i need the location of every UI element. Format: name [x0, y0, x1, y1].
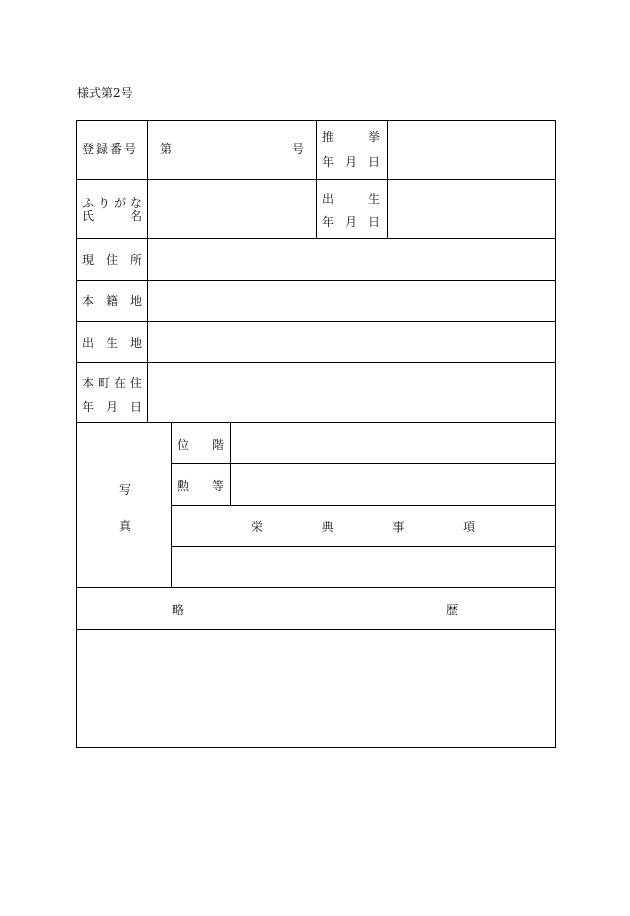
char: が	[113, 196, 126, 210]
form-number-label: 様式第2号	[77, 86, 133, 100]
town-residence-label-line2	[82, 398, 142, 415]
recommend-date-label-line2	[322, 153, 380, 170]
honors-header	[251, 518, 475, 535]
char: 町	[97, 376, 110, 390]
number-prefix: 第	[160, 142, 173, 156]
career-header	[172, 601, 458, 618]
recommend-date-label-line1	[322, 128, 380, 145]
char: 出	[322, 192, 335, 206]
rank-label	[177, 436, 224, 453]
char: 籍	[105, 294, 118, 308]
current-address-label	[82, 251, 142, 268]
char: り	[97, 196, 110, 210]
char: 項	[462, 520, 475, 534]
char: 日	[129, 400, 142, 414]
registration-number-label: 登録番号	[82, 142, 139, 156]
char: 氏	[82, 209, 95, 223]
char: 本	[82, 294, 95, 308]
honors-field[interactable]	[172, 547, 555, 587]
town-residence-label-line1	[82, 374, 142, 391]
char: 地	[129, 336, 142, 350]
char: 月	[344, 155, 357, 169]
number-suffix: 号	[292, 142, 305, 156]
char: 名	[129, 209, 142, 223]
char: 栄	[251, 520, 264, 534]
char: 生	[105, 336, 118, 350]
birthplace-field[interactable]	[148, 322, 555, 362]
photo-label-line1: 写	[119, 483, 132, 497]
birth-date-label-line2	[322, 213, 380, 230]
photo-area[interactable]	[77, 423, 171, 587]
domicile-label	[82, 292, 142, 309]
char: 現	[82, 253, 95, 267]
decoration-label	[177, 477, 224, 494]
char: 挙	[367, 130, 380, 144]
char: 月	[344, 215, 357, 229]
char: 年	[322, 215, 335, 229]
rank-field[interactable]	[231, 423, 555, 463]
char: 住	[129, 376, 142, 390]
char: 出	[82, 336, 95, 350]
name-field[interactable]	[148, 180, 316, 238]
row-divider	[171, 505, 556, 506]
char: 地	[129, 294, 142, 308]
decoration-field[interactable]	[231, 464, 555, 505]
current-address-field[interactable]	[148, 239, 555, 280]
char: 年	[322, 155, 335, 169]
row-divider	[76, 587, 556, 588]
char: 等	[211, 479, 224, 493]
char: 勲	[177, 479, 190, 493]
char: 所	[129, 253, 142, 267]
birth-date-label-line1	[322, 190, 380, 207]
col-divider	[316, 120, 317, 238]
char: 位	[177, 438, 190, 452]
career-field[interactable]	[77, 630, 555, 747]
char: 年	[82, 400, 95, 414]
recommend-date-field[interactable]	[388, 121, 555, 179]
char: 月	[105, 400, 118, 414]
char: 住	[105, 253, 118, 267]
char: 略	[172, 603, 185, 617]
char: ふ	[82, 196, 95, 210]
char: 本	[82, 376, 95, 390]
photo-label-line2: 真	[119, 519, 132, 533]
town-residence-date-field[interactable]	[148, 363, 555, 422]
char: 事	[392, 520, 405, 534]
char: 在	[113, 376, 126, 390]
char: 階	[211, 438, 224, 452]
birth-date-field[interactable]	[388, 180, 555, 238]
char: な	[129, 196, 142, 210]
char: 日	[367, 215, 380, 229]
char: 典	[321, 520, 334, 534]
char: 生	[367, 192, 380, 206]
domicile-field[interactable]	[148, 281, 555, 321]
char: 歴	[445, 603, 458, 617]
char: 日	[367, 155, 380, 169]
name-label	[82, 207, 142, 224]
birthplace-label	[82, 334, 142, 351]
char: 推	[322, 130, 335, 144]
